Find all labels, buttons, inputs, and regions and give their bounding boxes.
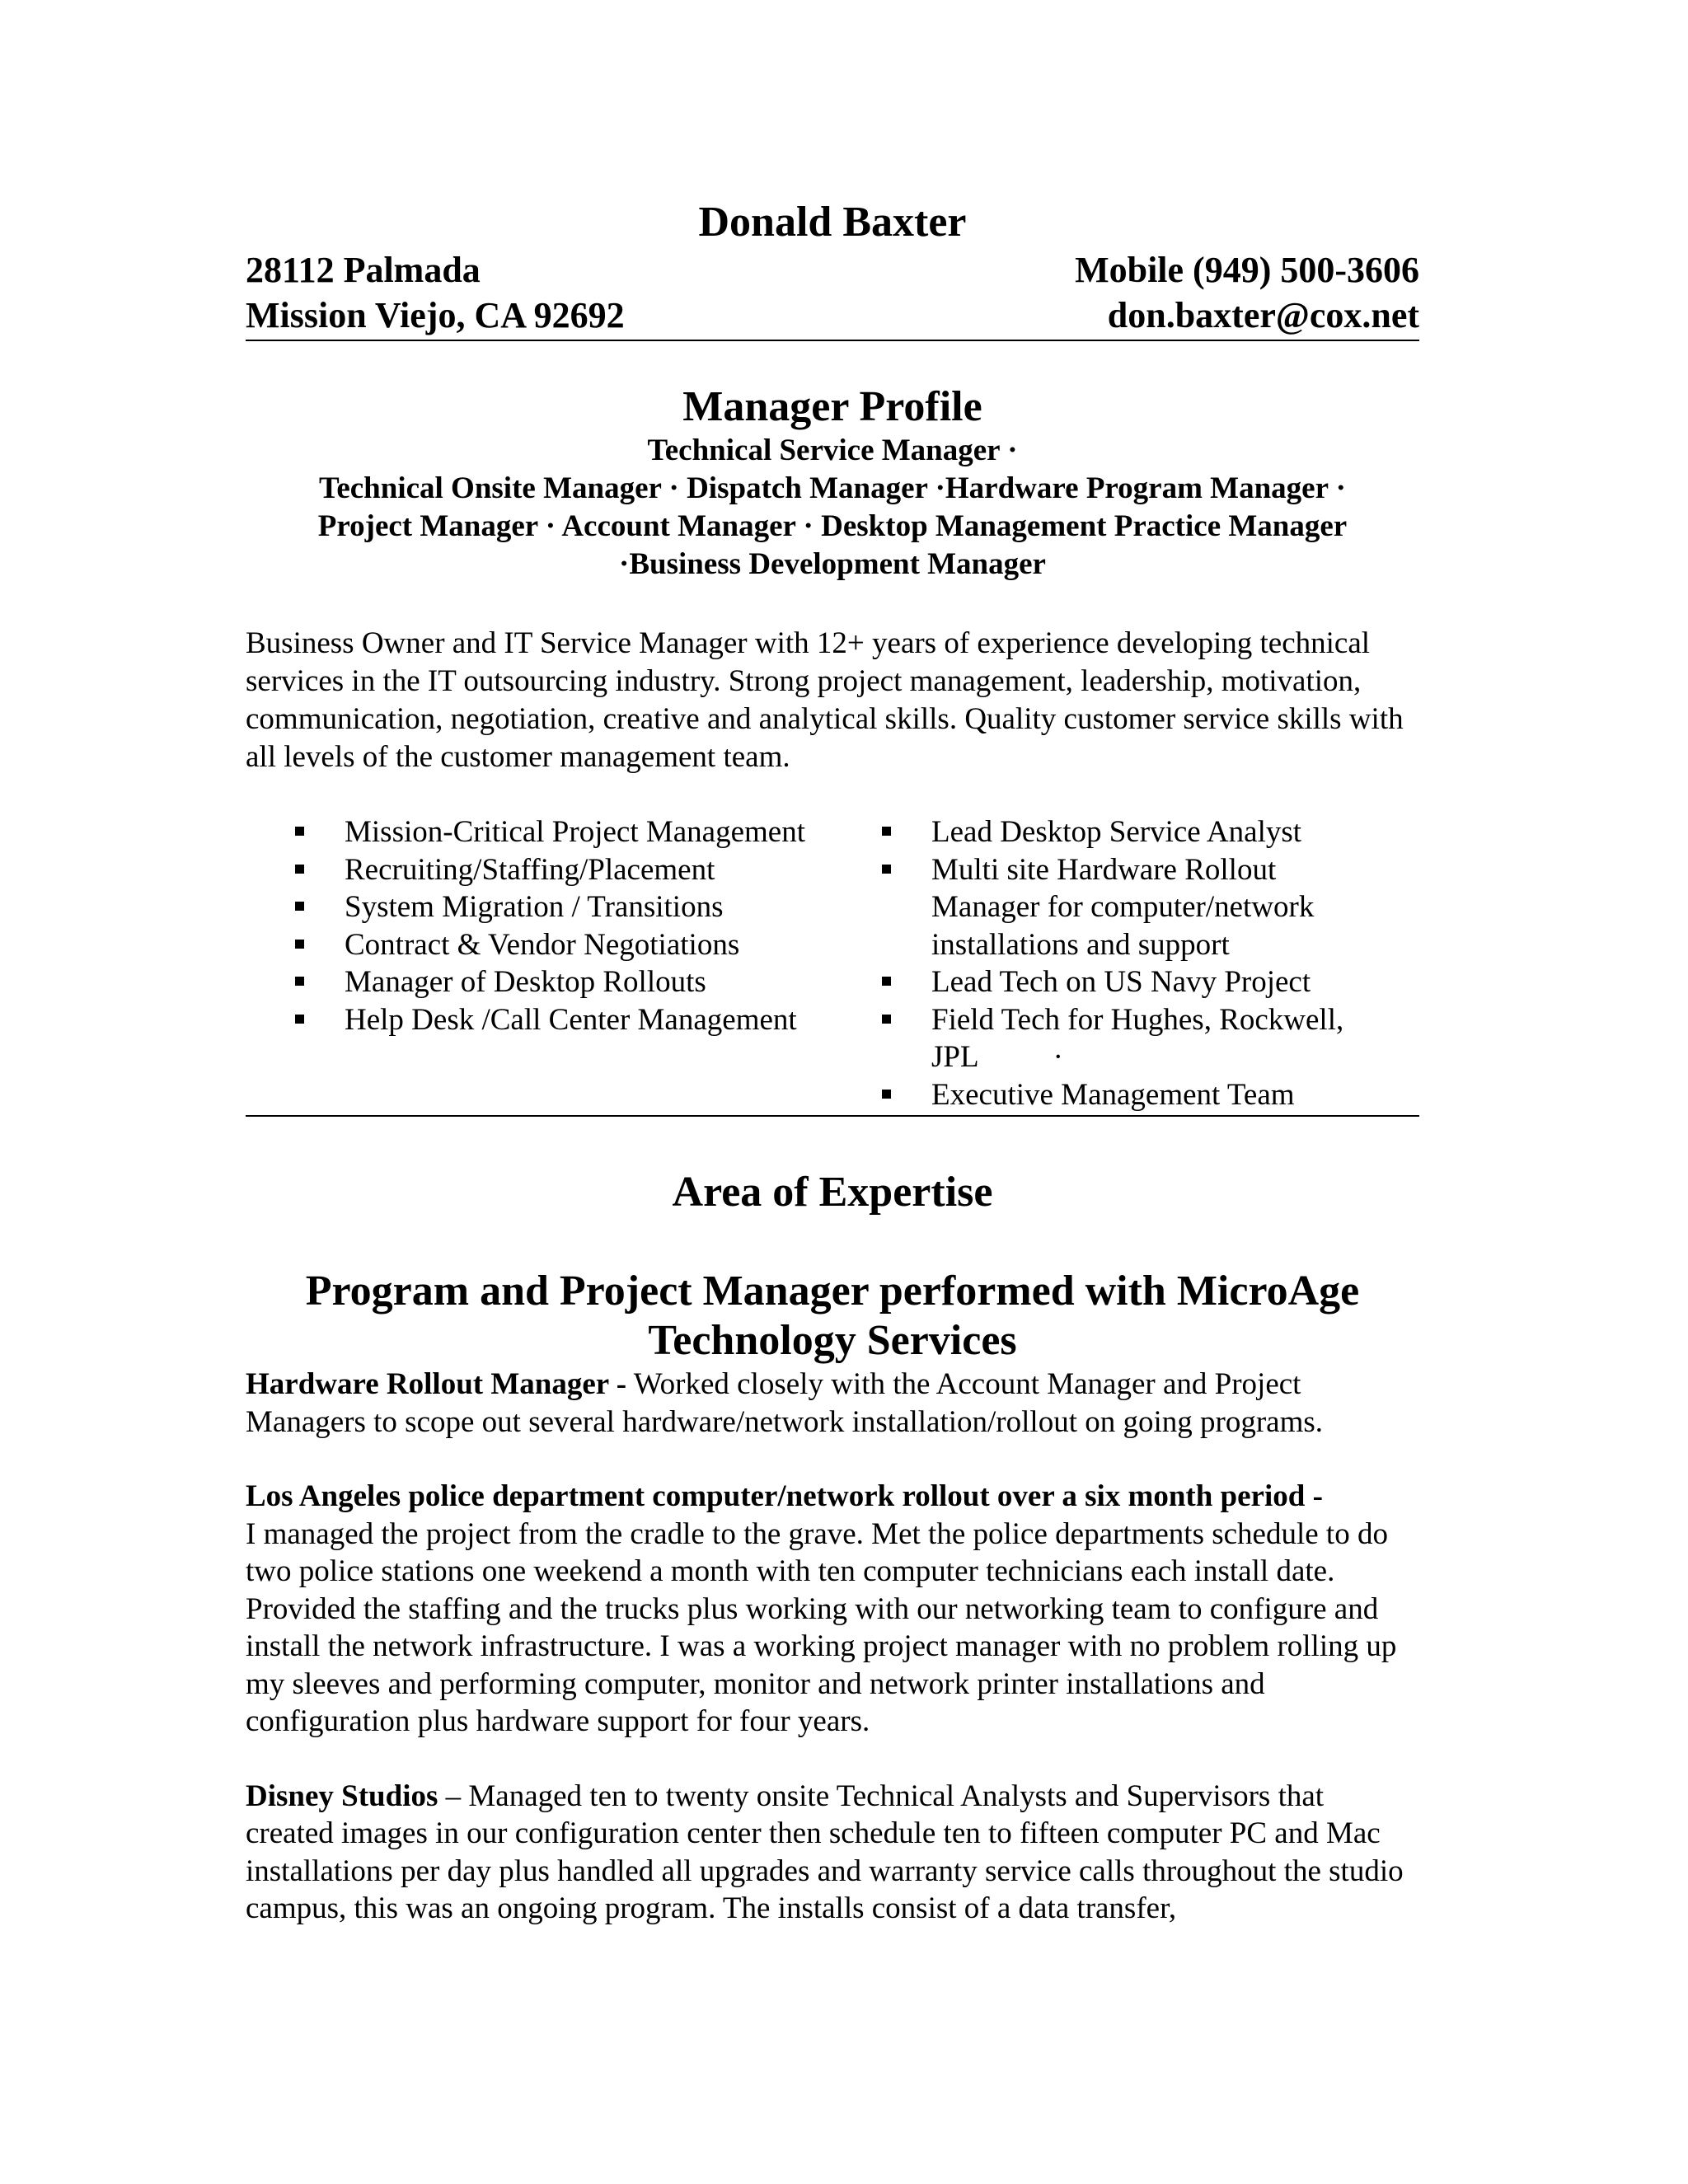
square-bullet-icon — [882, 865, 891, 874]
candidate-name: Donald Baxter — [698, 199, 967, 246]
program-title — [246, 1267, 1419, 1366]
skill-text: Help Desk /Call Center Management — [345, 1002, 797, 1037]
skill-text: Recruiting/Staffing/Placement — [345, 852, 715, 887]
list-item — [882, 1001, 1368, 1076]
square-bullet-icon — [882, 827, 891, 836]
square-bullet-icon — [295, 865, 304, 874]
skills-section — [246, 813, 1419, 1117]
roles-line: Technical Service Manager · — [647, 434, 1018, 467]
entry-text: I managed the project from the cradle to the grave. Met the police departments schedule to do two police stations one weekend a month with ten computer technicians each install date. Provided the staffing and the trucks plus working with our networking team to configure and install the network infrastructure. I was a working project manager with no problem rolling up my sleeves and performing computer, monitor and network printer installations and configuration plus hardware support for four years. — [246, 1516, 1397, 1738]
list-item — [295, 963, 882, 1001]
skill-text: Lead Tech on US Navy Project — [931, 965, 1311, 999]
skill-text: Mission-Critical Project Management — [345, 815, 805, 849]
square-bullet-icon — [882, 1090, 891, 1099]
roles-line: Technical Onsite Manager · Dispatch Manager ·Hardware Program Manager · — [319, 471, 1346, 505]
expertise-title: Area of Expertise — [672, 1169, 993, 1216]
roles-line: Project Manager · Account Manager · Desktop Management Practice Manager — [317, 509, 1348, 543]
phone-number: Mobile (949) 500-3606 — [1075, 250, 1419, 290]
skill-text: Contract & Vendor Negotiations — [345, 927, 740, 962]
square-bullet-icon — [295, 1015, 304, 1024]
profile-summary: Business Owner and IT Service Manager with 12+ years of experience developing technical services in the IT outsourcing industry. Strong project management, leadership, motivation, communication, negotiation, creative and analytical skills. Quality customer service skills with all levels of the customer management team. — [246, 626, 1404, 774]
skill-text: System Migration / Transitions — [345, 890, 724, 924]
list-item — [295, 888, 882, 926]
skill-text: Executive Management Team — [931, 1077, 1295, 1112]
list-item — [882, 813, 1368, 851]
square-bullet-icon — [882, 1015, 891, 1024]
list-item — [295, 1001, 882, 1039]
list-item — [295, 926, 882, 964]
square-bullet-icon — [295, 940, 304, 949]
square-bullet-icon — [295, 977, 304, 986]
entry-heading: Disney Studios — [246, 1779, 438, 1813]
square-bullet-icon — [295, 827, 304, 836]
skills-list-right — [882, 813, 1368, 1113]
expertise-entry-lapd — [246, 1478, 1419, 1741]
list-item — [882, 963, 1368, 1001]
skill-text: Multi site Hardware Rollout Manager for computer/network installations and support — [931, 852, 1315, 962]
list-item — [882, 851, 1368, 964]
list-item — [295, 813, 882, 851]
program-title-line: Program and Project Manager performed with MicroAge — [305, 1268, 1360, 1315]
entry-text: Worked closely with the Account Manager and Project Managers to scope out several hardware/network installation/rollout on going programs. — [246, 1367, 1323, 1439]
roles-list — [246, 432, 1419, 583]
program-title-line: Technology Services — [648, 1317, 1017, 1364]
entry-heading: Hardware Rollout Manager - — [246, 1367, 627, 1401]
list-item — [295, 851, 882, 889]
resume-page — [246, 198, 1419, 1928]
skill-text: Field Tech for Hughes, Rockwell, JPL — [931, 1002, 1344, 1074]
skills-list-left — [295, 813, 882, 1113]
square-bullet-icon — [295, 902, 304, 911]
profile-title: Manager Profile — [682, 383, 982, 430]
address-line-2: Mission Viejo, CA 92692 — [246, 295, 625, 335]
roles-line: ·Business Development Manager — [619, 547, 1046, 581]
entry-text: – Managed ten to twenty onsite Technical Analysts and Supervisors that created images in our configuration center then schedule ten to fifteen computer PC and Mac installations per day plus handled all upgrades and warranty service calls throughout the studio campus, this was an ongoing program. The installs consist of a data transfer, — [246, 1779, 1404, 1925]
list-item — [882, 1076, 1368, 1114]
expertise-entry-disney — [246, 1778, 1419, 1928]
stray-dot: · — [1053, 1040, 1063, 1074]
contact-row-1 — [246, 247, 1419, 293]
contact-row-2 — [246, 293, 1419, 338]
skill-text: Manager of Desktop Rollouts — [345, 965, 706, 999]
entry-heading: Los Angeles police department computer/network rollout over a six month period - — [246, 1479, 1323, 1513]
skill-text: Lead Desktop Service Analyst — [931, 815, 1302, 849]
email-address: don.baxter@cox.net — [1107, 295, 1419, 335]
expertise-entry-hardware — [246, 1366, 1419, 1441]
contact-block — [246, 247, 1419, 341]
address-line-1: 28112 Palmada — [246, 250, 481, 290]
square-bullet-icon — [882, 977, 891, 986]
